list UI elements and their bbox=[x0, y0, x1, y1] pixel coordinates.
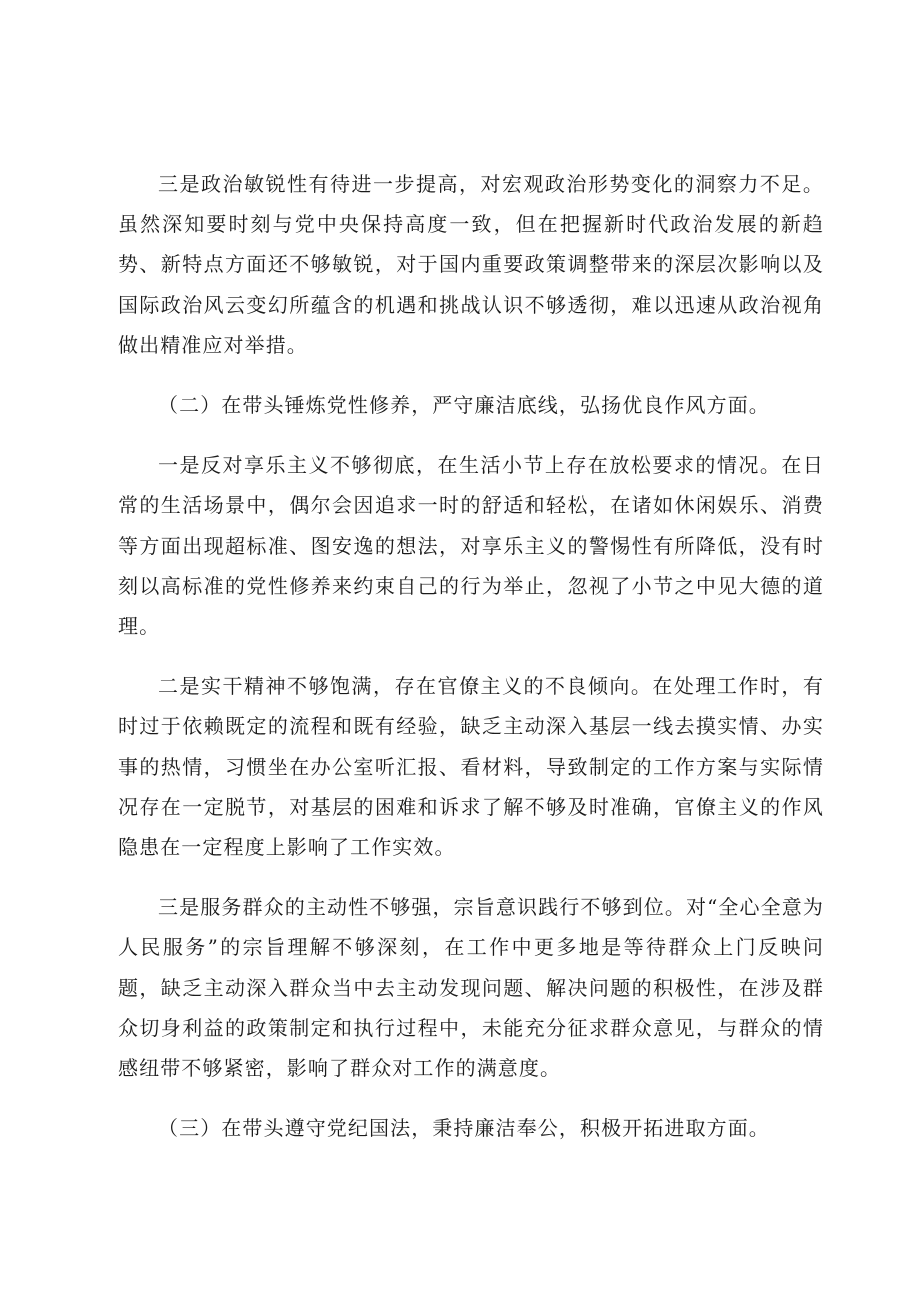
spacer bbox=[118, 425, 824, 445]
paragraph-serving-people: 三是服务群众的主动性不够强，宗旨意识践行不够到位。对“全心全意为人民服务”的宗旨理解不够深刻，在工作中更多地是等待群众上门反映问题，缺乏主动深入群众当中去主动发现问题、解决问题的积极性，在涉及群众切身利益的政策制定和执行过程中，未能充分征求群众意见，与群众的情感纽带不够紧密，影响了群众对工作的满意度。 bbox=[118, 895, 824, 1081]
section-heading-3: （三）在带头遵守党纪国法，秉持廉洁奉公，积极开拓进取方面。 bbox=[158, 1116, 770, 1141]
spacer bbox=[118, 365, 824, 385]
section-heading-2: （二）在带头锤炼党性修养，严守廉洁底线，弘扬优良作风方面。 bbox=[158, 393, 770, 418]
spacer bbox=[118, 1088, 824, 1108]
document-page bbox=[118, 164, 824, 1148]
paragraph-bureaucracy: 二是实干精神不够饱满，存在官僚主义的不良倾向。在处理工作时，有时过于依赖既定的流程和既有经验，缺乏主动深入基层一线去摸实情、办实事的热情，习惯坐在办公室听汇报、看材料，导致制定的工作方案与实际情况存在一定脱节，对基层的困难和诉求了解不够及时准确，官僚主义的作风隐患在一定程度上影响了工作实效。 bbox=[118, 674, 824, 860]
paragraph-hedonism: 一是反对享乐主义不够彻底，在生活小节上存在放松要求的情况。在日常的生活场景中，偶尔会因追求一时的舒适和轻松，在诸如休闲娱乐、消费等方面出现超标准、图安逸的想法，对享乐主义的警惕性有所降低，没有时刻以高标准的党性修养来约束自己的行为举止，忽视了小节之中见大德的道理。 bbox=[118, 453, 824, 639]
spacer bbox=[118, 867, 824, 887]
spacer bbox=[118, 646, 824, 666]
paragraph-political-sensitivity: 三是政治敏锐性有待进一步提高，对宏观政治形势变化的洞察力不足。虽然深知要时刻与党中央保持高度一致，但在把握新时代政治发展的新趋势、新特点方面还不够敏锐，对于国内重要政策调整带来的深层次影响以及国际政治风云变幻所蕴含的机遇和挑战认识不够透彻，难以迅速从政治视角做出精准应对举措。 bbox=[118, 172, 824, 357]
